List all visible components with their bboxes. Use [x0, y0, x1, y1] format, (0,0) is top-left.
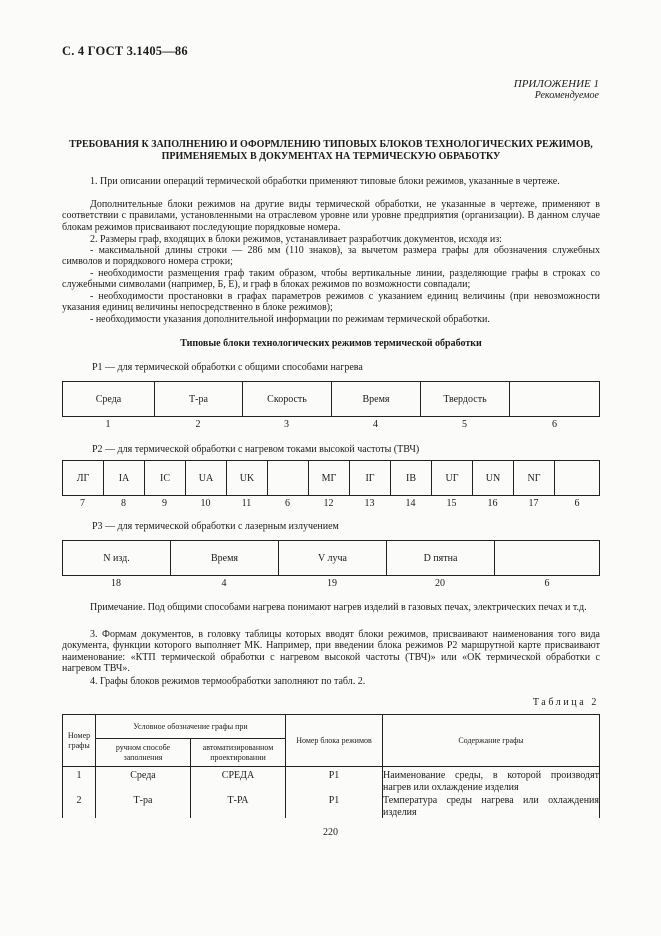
- row-content: Наименование среды, в которой производят нагрев или охлаждение изделия: [383, 767, 600, 794]
- table-row: [63, 767, 600, 794]
- block-p3: [62, 540, 600, 576]
- row-manual: Т-ра: [96, 793, 191, 818]
- blocks-subtitle: Типовые блоки технологических режимов термической обработки: [180, 338, 482, 349]
- block-p2-num: 12: [323, 498, 334, 509]
- appendix-title: ПРИЛОЖЕНИЕ 1: [513, 78, 599, 90]
- block-p2-cell: IA: [104, 461, 145, 495]
- block-p2: [62, 460, 600, 496]
- table-caption: Таблица 2: [532, 697, 599, 708]
- block-p3-cell: N изд.: [63, 541, 171, 575]
- block-p1-cell: Твердость: [421, 382, 510, 416]
- block-p3-caption: Р3 — для термической обработки с лазерным излучением: [92, 521, 339, 532]
- row-block: Р1: [286, 767, 383, 794]
- block-p1-cell: [510, 382, 599, 416]
- block-p2-cell: UN: [473, 461, 514, 495]
- paragraph-2: Дополнительные блоки режимов на другие виды термической обработки, не указанные в чертеже, применяют в соответствии с правилами, установленными на отраслевом уровне или уровне предприятия (организации). В данном случае блокам режимов присваивают последующие порядковые номера.: [62, 199, 600, 233]
- block-p2-num: 15: [446, 498, 457, 509]
- th-manual: ручном способе заполнения: [96, 739, 191, 767]
- block-p2-num: 14: [405, 498, 416, 509]
- bullet-1: - максимальной длины строки — 286 мм (110 знаков), за вычетом размера графы для обозначения служебных символов и порядкового номера строки;: [62, 245, 600, 268]
- block-p3-num: 4: [221, 578, 227, 589]
- block-p2-numbers: [62, 498, 600, 509]
- paragraph-4: 3. Формам документов, в головку таблицы которых вводят блоки режимов, присваивают наименования того вида документа, функции которого выполняет МК. Например, при введении блока режимов Р2 маршрутной карте присваивают наименование: «КТП термической обработки с нагревом высокой частоты (ТВЧ)» или «ОК термической обработки с нагревом ТВЧ».: [62, 629, 600, 675]
- block-p2-num: 16: [487, 498, 498, 509]
- block-p3-num: 19: [327, 578, 337, 589]
- table-2: [62, 714, 600, 818]
- th-block-num: Номер блока режимов: [286, 715, 383, 767]
- block-p1-num: 5: [462, 419, 467, 430]
- bullet-2: - необходимости размещения граф таким образом, чтобы вертикальные линии, разделяющие графы в строках со служебными символами (например, Б, Е), и граф в блоках режимов по возможности совпадали;: [62, 268, 600, 291]
- block-p1-cell: Т-ра: [155, 382, 243, 416]
- block-p2-cell: IГ: [350, 461, 391, 495]
- note-paragraph: Примечание. Под общими способами нагрева понимают нагрев изделий в газовых печах, электрических печах и т.д.: [90, 602, 587, 613]
- page-number: 220: [323, 827, 338, 838]
- page-header: С. 4 ГОСТ 3.1405—86: [62, 44, 188, 58]
- block-p1-num: 3: [284, 419, 289, 430]
- block-p3-cell: D пятна: [387, 541, 495, 575]
- row-num: 2: [63, 793, 96, 818]
- block-p1-num: 1: [105, 419, 111, 430]
- th-condition: Условное обозначение графы при: [96, 715, 286, 739]
- block-p2-num: 11: [241, 498, 252, 509]
- block-p2-cell: [268, 461, 309, 495]
- paragraph-3: 2. Размеры граф, входящих в блоки режимов, устанавливает разработчик документов, исходя из:: [90, 234, 502, 245]
- bullet-4: - необходимости указания дополнительной информации по режимам термической обработки.: [90, 314, 490, 325]
- block-p3-cell: [495, 541, 599, 575]
- block-p3-cell: Время: [171, 541, 279, 575]
- block-p2-cell: [555, 461, 599, 495]
- paragraph-1: 1. При описании операций термической обработки применяют типовые блоки режимов, указанные в чертеже.: [90, 176, 560, 187]
- block-p2-cell: МГ: [309, 461, 350, 495]
- block-p3-num: 6: [544, 578, 550, 589]
- block-p2-num: 9: [162, 498, 167, 509]
- block-p1-cell: Время: [332, 382, 421, 416]
- block-p2-num: 10: [200, 498, 211, 509]
- appendix-label: [514, 78, 599, 102]
- block-p3-num: 20: [435, 578, 445, 589]
- block-p3-cell: V луча: [279, 541, 387, 575]
- block-p2-cell: IC: [145, 461, 186, 495]
- block-p2-num: 8: [121, 498, 126, 509]
- block-p3-num: 18: [111, 578, 121, 589]
- block-p1-cell: Среда: [63, 382, 155, 416]
- row-block: Р1: [286, 793, 383, 818]
- th-auto: автоматизированном проектировании: [191, 739, 286, 767]
- bullet-3: - необходимости простановки в графах параметров режимов с указанием единиц величины (при невозможности указания единиц величины непосредственно в блоке режимов);: [62, 291, 600, 314]
- table-row: [63, 793, 600, 818]
- block-p2-cell: UK: [227, 461, 268, 495]
- appendix-note: Рекомендуемое: [534, 90, 599, 101]
- block-p1-caption: Р1 — для термической обработки с общими способами нагрева: [92, 362, 363, 373]
- th-content: Содержание графы: [383, 715, 600, 767]
- block-p2-num: 6: [285, 498, 290, 509]
- block-p2-cell: UA: [186, 461, 227, 495]
- block-p2-caption: Р2 — для термической обработки с нагревом токами высокой частоты (ТВЧ): [92, 444, 420, 455]
- block-p2-cell: NГ: [514, 461, 555, 495]
- block-p1-num: 6: [552, 419, 557, 430]
- page-title: ТРЕБОВАНИЯ К ЗАПОЛНЕНИЮ И ОФОРМЛЕНИЮ ТИПОВЫХ БЛОКОВ ТЕХНОЛОГИЧЕСКИХ РЕЖИМОВ, ПРИМЕНЯЕМЫХ В ДОКУМЕНТАХ НА ТЕРМИЧЕСКУЮ ОБРАБОТКУ: [69, 139, 593, 162]
- block-p2-cell: UГ: [432, 461, 473, 495]
- th-col-num: Номер графы: [63, 715, 96, 767]
- row-content: Температура среды нагрева или охлаждения изделия: [383, 795, 599, 818]
- block-p2-num: 13: [364, 498, 375, 509]
- paragraph-5: 4. Графы блоков режимов термообработки заполняют по табл. 2.: [90, 676, 366, 687]
- block-p2-cell: IB: [391, 461, 432, 495]
- block-p1: [62, 381, 600, 417]
- block-p1-numbers: [62, 419, 600, 430]
- row-manual: Среда: [96, 767, 191, 794]
- row-auto: Т-РА: [191, 793, 286, 818]
- block-p3-numbers: [62, 578, 600, 589]
- block-p2-cell: ЛГ: [63, 461, 104, 495]
- block-p1-num: 2: [195, 419, 201, 430]
- block-p2-num: 6: [574, 498, 580, 509]
- block-p1-num: 4: [373, 419, 378, 430]
- block-p2-num: 17: [528, 498, 539, 509]
- block-p1-cell: Скорость: [243, 382, 332, 416]
- row-auto: СРЕДА: [191, 767, 286, 794]
- block-p2-num: 7: [80, 498, 85, 509]
- row-num: 1: [63, 767, 96, 794]
